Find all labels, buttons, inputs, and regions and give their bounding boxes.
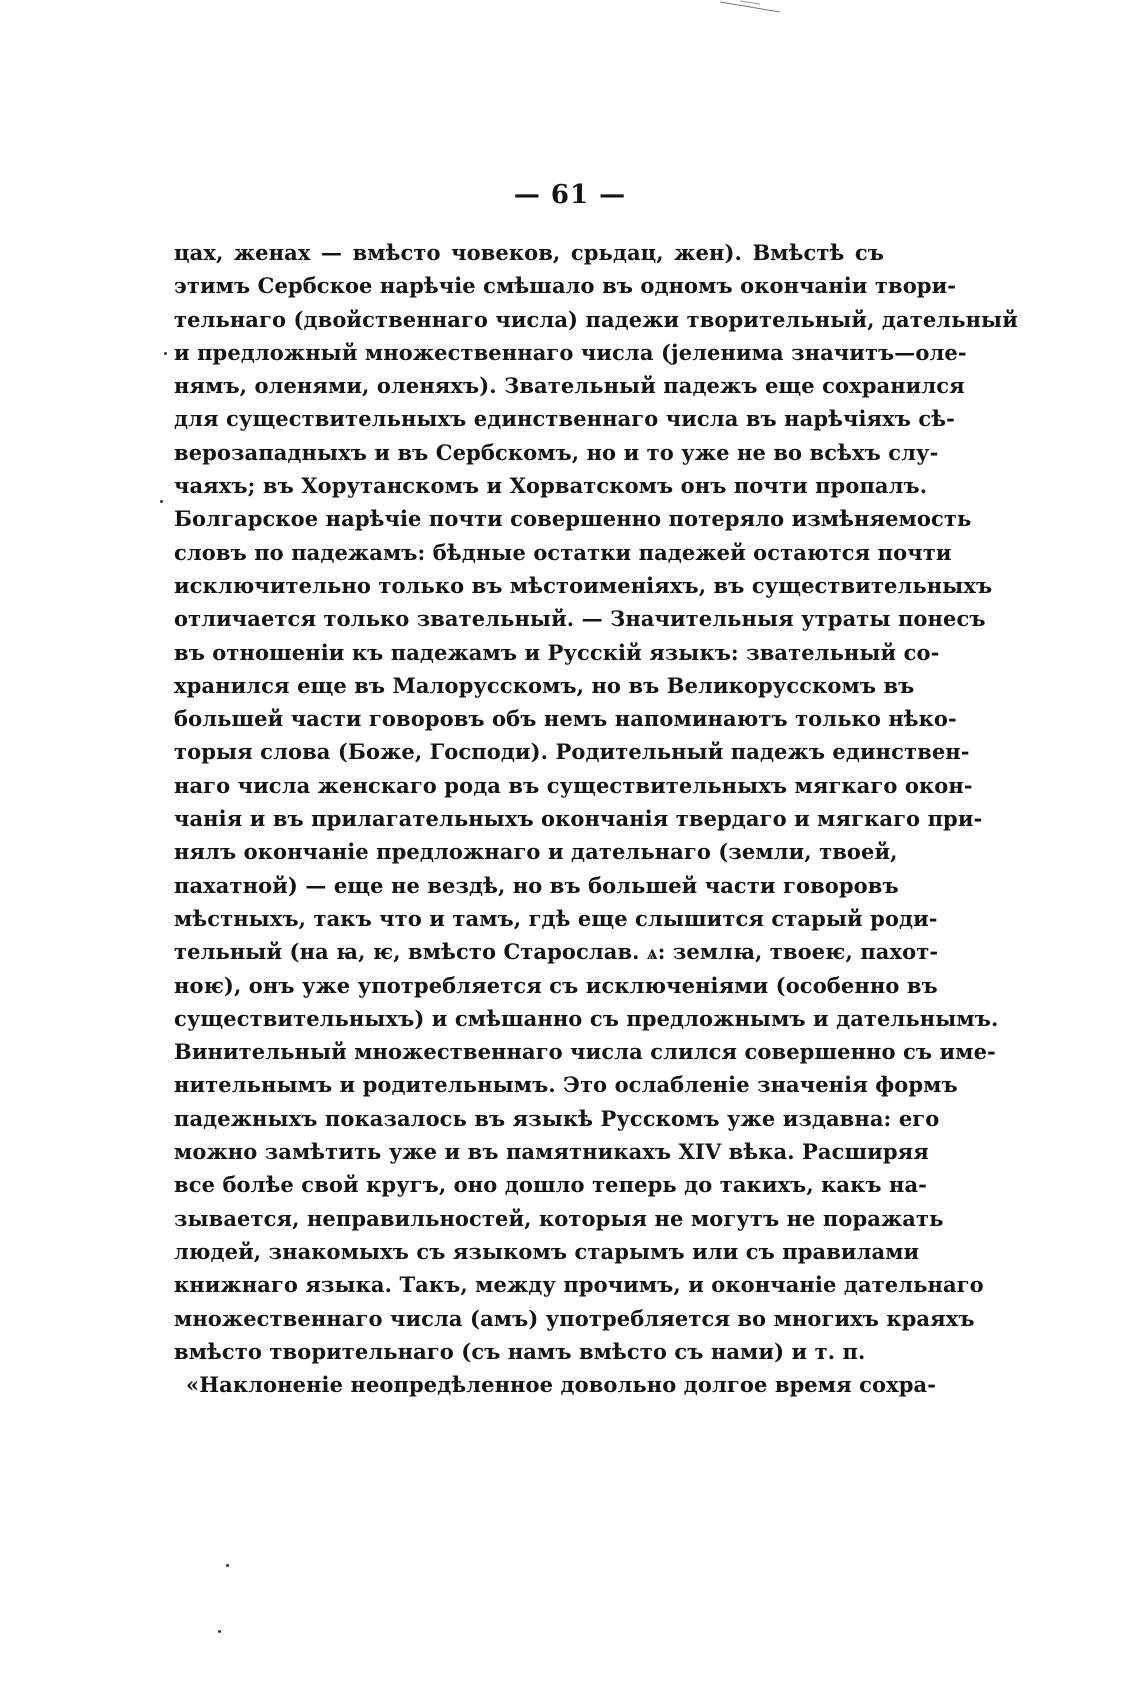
scan-speck xyxy=(164,352,167,355)
text-line: исключительно только въ мѣстоименіяхъ, въ существительныхъ xyxy=(174,572,993,598)
text-line: книжнаго языка. Такъ, между прочимъ, и окончаніе дательнаго xyxy=(174,1272,984,1298)
text-line: Винительный множественнаго числа слился совершенно съ име- xyxy=(174,1039,996,1065)
text-line: верозападныхъ и въ Сербскомъ, но и то уже не во всѣхъ слу- xyxy=(174,439,939,465)
text-line: мѣстныхъ, такъ что и тамъ, гдѣ еще слышится старый роди- xyxy=(174,905,938,931)
text-line: можно замѣтить уже и въ памятникахъ XIV вѣка. Расширяя xyxy=(174,1139,929,1165)
text-line: хранился еще въ Малорусскомъ, но въ Великорусскомъ въ xyxy=(174,672,915,698)
text-line: для существительныхъ единственнаго числа въ нарѣчіяхъ сѣ- xyxy=(174,406,955,432)
paragraph-end-line: вмѣсто творительнаго (съ намъ вмѣсто съ нами) и т. п. xyxy=(174,1338,866,1364)
text-line: все болѣе свой кругъ, оно дошло теперь до такихъ, какъ на- xyxy=(174,1172,927,1198)
text-line: торыя слова (Боже, Господи). Родительный падежъ единствен- xyxy=(174,739,970,765)
scan-edge-mark xyxy=(720,0,780,14)
text-line: тельный (на ꙗ, ѥ, вмѣсто Старослав. ѧ: землꙗ, твоеѥ, пахот- xyxy=(174,939,939,965)
text-line: пахатной) — еще не вездѣ, но въ большей части говоровъ xyxy=(174,872,899,898)
text-line: чанія и въ прилагательныхъ окончанія твердаго и мягкаго при- xyxy=(174,806,983,832)
text-line: большей части говоровъ объ немъ напоминаютъ только нѣко- xyxy=(174,706,957,732)
text-line: чаяхъ; въ Хорутанскомъ и Хорватскомъ онъ почти пропалъ. xyxy=(174,473,928,499)
text-line: падежныхъ показалось въ языкѣ Русскомъ уже издавна: его xyxy=(174,1105,940,1131)
text-line: словъ по падежамъ: бѣдные остатки падежей остаются почти xyxy=(174,539,952,565)
text-line: нительнымъ и родительнымъ. Это ослабленіе значенія формъ xyxy=(174,1072,958,1098)
text-line: нялъ окончаніе предложнаго и дательнаго (земли, твоей, xyxy=(174,839,898,865)
text-line: и предложный множественнаго числа (јеленима значитъ—оле- xyxy=(174,339,967,365)
text-line: существительныхъ) и смѣшанно съ предложнымъ и дательнымъ. xyxy=(174,1005,999,1031)
scan-speck xyxy=(226,1564,229,1567)
text-line: тельнаго (двойственнаго числа) падежи творительный, дательный xyxy=(174,306,1018,332)
text-line: людей, знакомыхъ съ языкомъ старымъ или съ правилами xyxy=(174,1238,920,1264)
paragraph-start-line: «Наклоненіе неопредѣленное довольно долгое время сохра- xyxy=(186,1372,937,1398)
text-line: наго числа женскаго рода въ существительныхъ мягкаго окон- xyxy=(174,772,973,798)
text-line: въ отношеніи къ падежамъ и Русскій языкъ: звательный со- xyxy=(174,639,940,665)
text-line: Болгарское нарѣчіе почти совершенно потеряло измѣняемость xyxy=(174,506,972,532)
body-text xyxy=(174,236,1018,1401)
text-line: зывается, неправильностей, которыя не могутъ не поражать xyxy=(174,1205,944,1231)
text-line: ноѥ), онъ уже употребляется съ исключеніями (особенно въ xyxy=(174,972,938,998)
scan-speck xyxy=(160,500,163,503)
text-line: цах, женах — вмѣсто човеков, срьдац, жен). Вмѣстѣ съ xyxy=(174,240,884,265)
text-line: этимъ Сербское нарѣчіе смѣшало въ одномъ окончаніи твори- xyxy=(174,273,957,299)
text-line: множественнаго числа (амъ) употребляется во многихъ краяхъ xyxy=(174,1305,975,1331)
page-number: — 61 — xyxy=(513,180,627,210)
scan-speck xyxy=(218,1630,221,1633)
text-line: отличается только звательный. — Значительныя утраты понесъ xyxy=(174,606,986,632)
text-line: нямъ, оленями, оленяхъ). Звательный падежъ еще сохранился xyxy=(174,373,965,399)
